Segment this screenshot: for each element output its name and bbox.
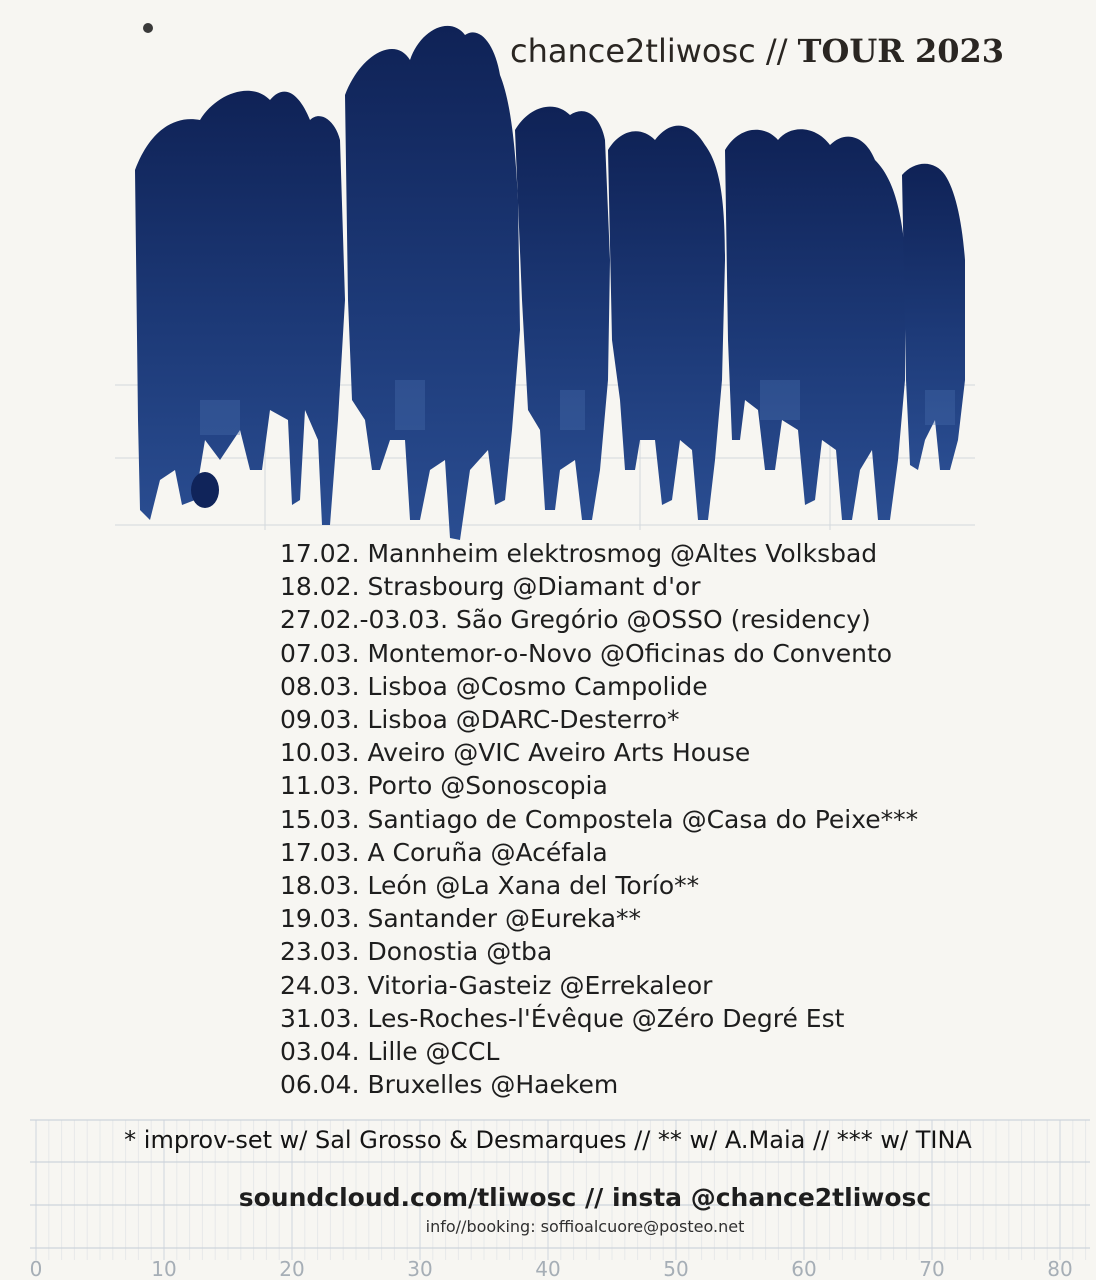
tour-date-item: 06.04. Bruxelles @Haekem [280,1070,619,1100]
tour-date-item: 27.02.-03.03. São Gregório @OSSO (residency) [280,605,871,635]
tour-year: TOUR 2023 [797,32,1005,70]
tour-date-item: 19.03. Santander @Eureka** [280,904,642,934]
social-links: soundcloud.com/tliwosc // insta @chance2tliwosc [238,1183,932,1212]
tour-date-item: 18.02. Strasbourg @Diamant d'or [280,572,701,602]
ruler-number: 80 [1047,1257,1073,1280]
tour-date-item: 31.03. Les-Roches-l'Évêque @Zéro Degré Est [280,1003,845,1033]
booking-contact: info//booking: soffioalcuore@posteo.net [425,1217,745,1236]
footnotes: * improv-set w/ Sal Grosso & Desmarques // ** w/ A.Maia // *** w/ TINA [124,1126,972,1154]
tour-date-item: 07.03. Montemor-o-Novo @Oficinas do Convento [280,638,893,668]
ruler-number: 50 [663,1257,689,1280]
ruler-number: 40 [535,1257,561,1280]
ruler-number: 20 [279,1257,305,1280]
ruler-number: 0 [29,1257,43,1280]
tour-date-item: 17.02. Mannheim elektrosmog @Altes Volksbad [280,539,878,568]
tour-title [510,32,1004,70]
tour-dates-list [280,537,918,1101]
tour-date-item: 18.03. León @La Xana del Torío** [280,871,700,901]
tour-date-item: 24.03. Vitoria-Gasteiz @Errekaleor [280,970,713,1000]
ruler-number: 10 [151,1257,177,1280]
artist-name: chance2tliwosc // [510,32,788,70]
blue-ink-artwork [0,0,1096,540]
tour-date-item: 10.03. Aveiro @VIC Aveiro Arts House [280,738,751,768]
tour-date-item: 17.03. A Coruña @Acéfala [280,837,608,867]
tour-date-item: 23.03. Donostia @tba [280,937,553,967]
ruler-number: 70 [919,1257,945,1280]
tour-date-item: 15.03. Santiago de Compostela @Casa do Peixe*** [280,804,919,834]
ruler-number: 60 [791,1257,817,1280]
tour-date-item: 09.03. Lisboa @DARC-Desterro* [280,705,680,735]
tour-date-item: 08.03. Lisboa @Cosmo Campolide [280,671,708,701]
tour-date-item: 03.04. Lille @CCL [280,1037,500,1067]
tour-date-item: 11.03. Porto @Sonoscopia [280,771,608,801]
ruler-number: 30 [407,1257,433,1280]
